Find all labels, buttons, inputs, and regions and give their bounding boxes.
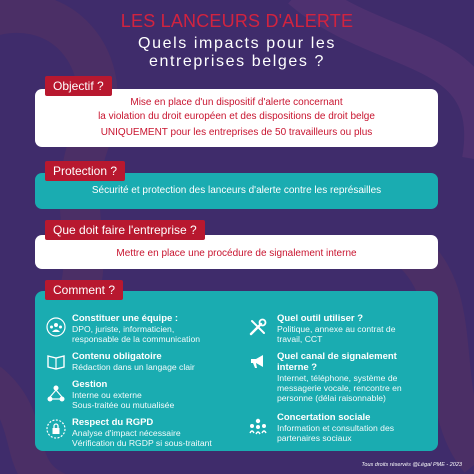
concertation-title: Concertation sociale	[277, 412, 371, 423]
tools-icon	[248, 317, 268, 337]
entreprise-box	[35, 235, 438, 269]
contenu-title: Contenu obligatoire	[72, 351, 162, 362]
comment-box	[35, 291, 438, 451]
outil-item	[277, 313, 396, 344]
canal-item	[277, 351, 402, 403]
equipe-line-2: responsable de la communication	[72, 334, 201, 344]
canal-title-1: Quel canal de signalement	[277, 351, 397, 362]
entreprise-text: Mettre en place une procédure de signalement interne	[116, 248, 357, 259]
rgpd-item	[72, 417, 212, 448]
outil-line-1: Politique, annexe au contrat de	[277, 324, 396, 334]
objectif-line-2: la violation du droit européen et des dispositions de droit belge	[98, 111, 375, 122]
canal-line-2: messagerie vocale, rencontre en	[277, 383, 402, 393]
network-icon	[46, 384, 66, 404]
concertation-line-2: partenaires sociaux	[277, 433, 352, 443]
gestion-line-1: Interne ou externe	[72, 390, 142, 400]
gestion-line-2: Sous-traitée ou mutualisée	[72, 400, 175, 410]
canal-line-1: Internet, téléphone, système de	[277, 373, 398, 383]
equipe-item	[72, 313, 200, 344]
contenu-line-1: Rédaction dans un langage clair	[72, 362, 195, 372]
group-icon	[248, 416, 268, 436]
canal-title-2: interne ?	[277, 362, 318, 373]
objectif-line-1: Mise en place d'un dispositif d'alerte concernant	[130, 97, 343, 108]
canal-line-3: personne (délai raisonnable)	[277, 393, 386, 403]
rgpd-title: Respect du RGPD	[72, 417, 154, 428]
protection-text: Sécurité et protection des lanceurs d'alerte contre les représailles	[91, 185, 382, 196]
page-title: LES LANCEURS D'ALERTE	[120, 11, 354, 31]
book-icon	[46, 351, 66, 371]
objectif-box	[35, 89, 438, 147]
outil-line-2: travail, CCT	[277, 334, 323, 344]
rgpd-line-1: Analyse d'impact nécessaire	[72, 428, 181, 438]
protection-tab: Protection ?	[45, 161, 125, 181]
rgpd-line-2: Vérification du RGDP si sous-traitant	[72, 438, 212, 448]
team-icon	[46, 317, 66, 337]
objectif-tab: Objectif ?	[45, 76, 112, 96]
objectif-line-3: UNIQUEMENT pour les entreprises de 50 travailleurs ou plus	[100, 127, 373, 138]
megaphone-icon	[248, 351, 268, 371]
equipe-title: Constituer une équipe :	[72, 313, 179, 324]
gestion-title: Gestion	[72, 379, 108, 390]
contenu-item	[72, 351, 195, 372]
footer-copyright: Tous droits réservés @Légal PME - 2023	[361, 462, 462, 468]
equipe-line-1: DPO, juriste, informaticien,	[72, 324, 175, 334]
concertation-item	[277, 412, 394, 443]
outil-title: Quel outil utiliser ?	[277, 313, 364, 324]
entreprise-tab: Que doit faire l'entreprise ?	[45, 220, 205, 240]
comment-tab: Comment ?	[45, 280, 123, 300]
gestion-item	[72, 379, 174, 410]
concertation-line-1: Information et consultation des	[277, 423, 395, 433]
page-subtitle: Quels impacts pour les entreprises belges ?	[138, 35, 336, 70]
rgpd-icon	[46, 419, 66, 439]
